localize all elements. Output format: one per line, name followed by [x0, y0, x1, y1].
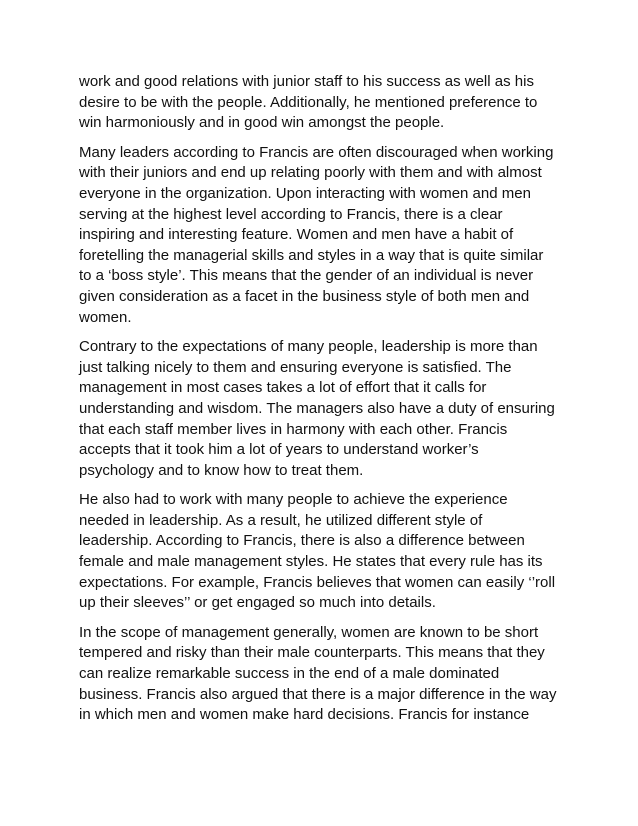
text-line: foretelling the managerial skills and styles in a way that is quite similar: [79, 246, 544, 264]
text-line: tempered and risky than their male counterparts. This means that they: [79, 644, 545, 662]
text-line: management in most cases takes a lot of effort that it calls for: [79, 379, 487, 397]
text-line: women.: [79, 308, 132, 326]
paragraph-2: [79, 143, 563, 328]
text-line: desire to be with the people. Additionally, he mentioned preference to: [79, 93, 538, 111]
text-line: in which men and women make hard decisions. Francis for instance: [79, 706, 530, 724]
text-line: that each staff member lives in harmony with each other. Francis: [79, 420, 508, 438]
text-line: with their juniors and end up relating poorly with them and with almost: [79, 164, 542, 182]
text-line: win harmoniously and in good win amongst the people.: [79, 114, 445, 132]
text-line: everyone in the organization. Upon interacting with women and men: [79, 184, 531, 202]
text-line: just talking nicely to them and ensuring everyone is satisfied. The: [79, 358, 512, 376]
text-line: expectations. For example, Francis believes that women can easily ‘’roll: [79, 573, 556, 591]
document-body: [79, 72, 563, 735]
text-line: business. Francis also argued that there is a major difference in the way: [79, 685, 557, 703]
text-line: to a ‘boss style’. This means that the gender of an individual is never: [79, 267, 534, 285]
text-line: accepts that it took him a lot of years to understand worker’s: [79, 441, 479, 459]
text-line: He also had to work with many people to achieve the experience: [79, 491, 508, 509]
text-line: up their sleeves’’ or get engaged so much into details.: [79, 594, 436, 612]
text-line: Contrary to the expectations of many people, leadership is more than: [79, 338, 538, 356]
text-line: In the scope of management generally, women are known to be short: [79, 623, 539, 641]
text-line: psychology and to know how to treat them.: [79, 461, 364, 479]
text-line: serving at the highest level according to Francis, there is a clear: [79, 205, 503, 223]
text-line: work and good relations with junior staff to his success as well as his: [79, 73, 534, 90]
text-line: given consideration as a facet in the business style of both men and: [79, 287, 530, 305]
text-line: Many leaders according to Francis are often discouraged when working: [79, 143, 554, 161]
text-line: leadership. According to Francis, there is also a difference between: [79, 532, 525, 550]
text-line: needed in leadership. As a result, he utilized different style of: [79, 511, 483, 529]
paragraph-1: [79, 72, 563, 134]
text-line: female and male management styles. He states that every rule has its: [79, 553, 543, 571]
text-line: inspiring and interesting feature. Women and men have a habit of: [79, 226, 514, 244]
paragraph-3: [79, 337, 563, 481]
paragraph-4: [79, 490, 563, 614]
text-line: can realize remarkable success in the end of a male dominated: [79, 665, 500, 683]
paragraph-5: [79, 623, 563, 726]
text-line: understanding and wisdom. The managers also have a duty of ensuring: [79, 399, 555, 417]
